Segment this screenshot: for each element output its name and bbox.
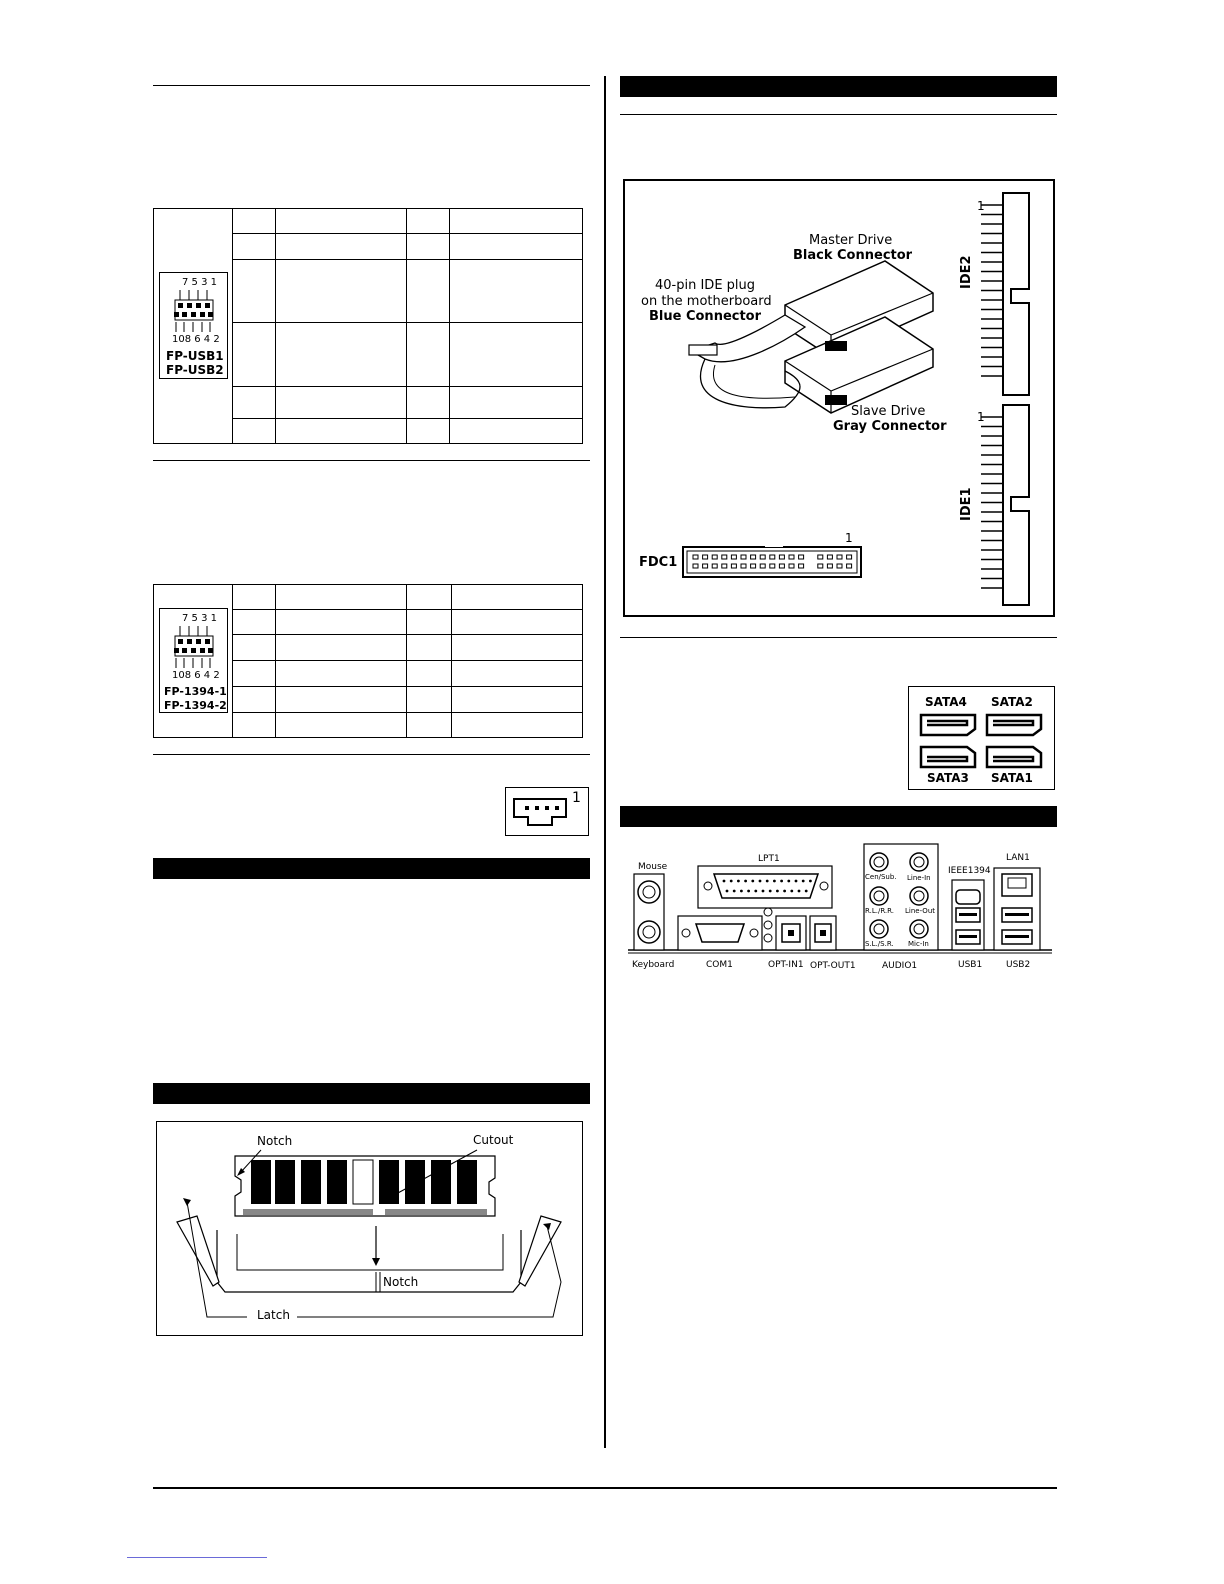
- section-rule: [153, 85, 590, 86]
- rl-rr-label: R.L./R.R.: [865, 907, 895, 915]
- notch-top-label: Notch: [257, 1134, 293, 1148]
- opt-in1-label: OPT-IN1: [768, 960, 804, 970]
- latch-label: Latch: [253, 1308, 294, 1322]
- ieee1394-label: IEEE1394: [948, 866, 991, 876]
- section-header-bar: [620, 806, 1057, 827]
- dimm-illustration: [157, 1122, 582, 1335]
- ide-connection-diagram: [623, 179, 1055, 617]
- sata3-label: SATA3: [927, 771, 969, 785]
- line-in-label: Line-In: [907, 874, 931, 882]
- section-header-bar: [153, 858, 590, 879]
- cen-sub-label: Cen/Sub.: [865, 873, 897, 881]
- usb-pin-array-icon: [172, 290, 216, 332]
- fdc1-pin-1: 1: [845, 531, 853, 545]
- column-divider: [604, 76, 606, 1448]
- slave-connector-label: Gray Connector: [833, 419, 947, 434]
- usb1-label: USB1: [958, 960, 983, 970]
- ieee-header-diagram: [159, 608, 228, 713]
- ieee-pin-array-icon: [172, 626, 216, 668]
- footer-link-underline: [127, 1557, 267, 1558]
- sata-ports-diagram: [908, 686, 1055, 790]
- sata-connector-icons: [917, 711, 1047, 775]
- usb-header-label-1: FP-USB1: [166, 349, 224, 363]
- ieee-header-label-2: FP-1394-2: [164, 699, 227, 712]
- mic-in-label: Mic-In: [908, 940, 929, 948]
- usb-header-label-2: FP-USB2: [166, 363, 224, 377]
- slave-drive-label: Slave Drive: [851, 404, 926, 419]
- lpt1-label: LPT1: [758, 854, 780, 864]
- master-drive-label: Master Drive: [809, 233, 893, 248]
- sl-sr-label: S.L./S.R.: [865, 940, 894, 948]
- section-rule: [620, 637, 1057, 638]
- plug-label-2: on the motherboard: [641, 294, 772, 309]
- usb-pin-numbers-top: 7 5 3 1: [182, 277, 217, 288]
- mouse-label: Mouse: [638, 862, 668, 872]
- master-connector-label: Black Connector: [793, 248, 913, 263]
- keyboard-label: Keyboard: [632, 960, 675, 970]
- sata2-label: SATA2: [991, 695, 1033, 709]
- sata4-label: SATA4: [925, 695, 967, 709]
- plug-label-3: Blue Connector: [649, 309, 762, 324]
- memory-install-diagram: [156, 1121, 583, 1336]
- cutout-label: Cutout: [473, 1133, 514, 1147]
- notch-bottom-label: Notch: [383, 1275, 419, 1289]
- fan-pin-label: 1: [572, 790, 581, 806]
- ieee-pin-numbers-top: 7 5 3 1: [182, 613, 217, 624]
- ieee-header-label-1: FP-1394-1: [164, 685, 227, 698]
- usb-header-diagram: [159, 272, 228, 379]
- line-out-label: Line-Out: [905, 907, 935, 915]
- section-header-bar: [620, 76, 1057, 97]
- ieee-pin-numbers-bottom: 108 6 4 2: [172, 670, 220, 681]
- fdc1-label: FDC1: [639, 555, 678, 570]
- back-panel-illustration: [622, 840, 1058, 975]
- audio1-label: AUDIO1: [882, 961, 918, 971]
- ide2-label: IDE2: [959, 255, 974, 289]
- ide2-pin-1: 1: [977, 199, 985, 213]
- fan-connector-diagram: [505, 787, 589, 836]
- section-rule: [153, 460, 590, 461]
- footer-rule: [153, 1487, 1057, 1489]
- ide1-label: IDE1: [959, 487, 974, 521]
- com1-label: COM1: [706, 960, 733, 970]
- opt-out1-label: OPT-OUT1: [810, 961, 856, 971]
- usb-pin-numbers-bottom: 108 6 4 2: [172, 334, 220, 345]
- back-panel-diagram: [622, 840, 1058, 975]
- plug-label-1: 40-pin IDE plug: [655, 278, 756, 293]
- usb2-label: USB2: [1006, 960, 1031, 970]
- section-rule: [153, 754, 590, 755]
- section-rule: [620, 114, 1057, 115]
- sata1-label: SATA1: [991, 771, 1033, 785]
- fan-connector-icon: [512, 797, 568, 827]
- lan1-label: LAN1: [1006, 853, 1030, 863]
- section-header-bar: [153, 1083, 590, 1104]
- ide1-pin-1: 1: [977, 410, 985, 424]
